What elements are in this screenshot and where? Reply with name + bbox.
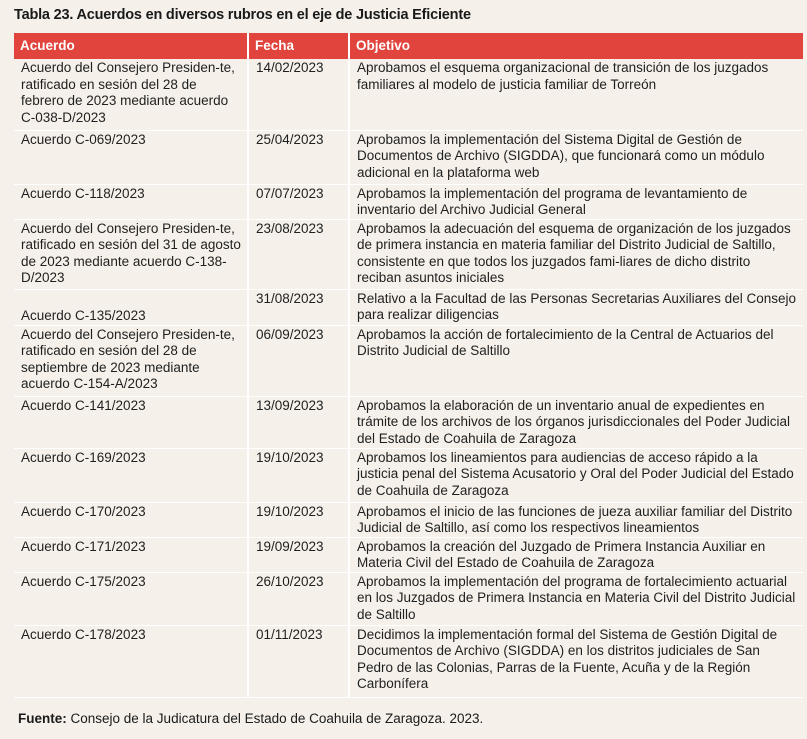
table-row <box>14 59 803 130</box>
cell-fecha: 07/07/2023 <box>248 184 349 219</box>
cell-fecha: 06/09/2023 <box>248 325 349 396</box>
source-note <box>18 711 483 726</box>
cell-objetivo: Aprobamos la implementación del Sistema Digital de Gestión de Documentos de Archivo (SIGDDA), que funcionará como un módulo adicional en la plataforma web <box>349 130 803 184</box>
table-row <box>14 184 803 219</box>
column-header-objetivo: Objetivo <box>349 33 803 59</box>
cell-objetivo: Aprobamos los lineamientos para audiencias de acceso rápido a la justicia penal del Sistema Acusatorio y Oral del Poder Judicial del Estado de Coahuila de Zaragoza <box>349 448 803 502</box>
table-header-row <box>14 33 803 59</box>
agreements-table <box>14 33 803 698</box>
cell-acuerdo: Acuerdo C-169/2023 <box>14 448 248 502</box>
cell-acuerdo: Acuerdo C-069/2023 <box>14 130 248 184</box>
cell-fecha: 19/10/2023 <box>248 502 349 537</box>
cell-objetivo: Aprobamos la implementación del programa de levantamiento de inventario del Archivo Judicial General <box>349 184 803 219</box>
cell-fecha: 19/09/2023 <box>248 537 349 572</box>
cell-acuerdo: Acuerdo C-171/2023 <box>14 537 248 572</box>
table-row <box>14 219 803 289</box>
table-row <box>14 572 803 625</box>
cell-objetivo: Decidimos la implementación formal del Sistema de Gestión Digital de Documentos de Archivo (SIGDDA) en los distritos judiciales de San Pedro de las Colonias, Parras de la Fuente, Acuña y de la Región Carbonífera <box>349 625 803 697</box>
cell-acuerdo: Acuerdo C-175/2023 <box>14 572 248 625</box>
table-row <box>14 448 803 502</box>
cell-acuerdo: Acuerdo C-141/2023 <box>14 396 248 448</box>
cell-fecha: 01/11/2023 <box>248 625 349 697</box>
cell-objetivo: Aprobamos la implementación del programa de fortalecimiento actuarial en los Juzgados de Primera Instancia en Materia Civil del Distrito Judicial de Saltillo <box>349 572 803 625</box>
cell-objetivo: Aprobamos la acción de fortalecimiento de la Central de Actuarios del Distrito Judicial de Saltillo <box>349 325 803 396</box>
cell-fecha: 25/04/2023 <box>248 130 349 184</box>
table-row <box>14 289 803 325</box>
cell-fecha: 31/08/2023 <box>248 289 349 325</box>
table-row <box>14 502 803 537</box>
cell-objetivo: Aprobamos el esquema organizacional de transición de los juzgados familiares al modelo de justicia familiar de Torreón <box>349 59 803 130</box>
cell-acuerdo: Acuerdo del Consejero Presiden-te, ratificado en sesión del 28 de septiembre de 2023 mediante acuerdo C-154-A/2023 <box>14 325 248 396</box>
cell-fecha: 13/09/2023 <box>248 396 349 448</box>
column-header-acuerdo: Acuerdo <box>14 33 248 59</box>
table-row <box>14 537 803 572</box>
source-text: Consejo de la Judicatura del Estado de Coahuila de Zaragoza. 2023. <box>66 711 484 726</box>
cell-acuerdo: Acuerdo del Consejero Presiden-te, ratificado en sesión del 28 de febrero de 2023 mediante acuerdo C-038-D/2023 <box>14 59 248 130</box>
table-row <box>14 325 803 396</box>
cell-objetivo: Relativo a la Facultad de las Personas Secretarias Auxiliares del Consejo para realizar diligencias <box>349 289 803 325</box>
cell-acuerdo: Acuerdo del Consejero Presiden-te, ratificado en sesión del 31 de agosto de 2023 mediante acuerdo C-138-D/2023 <box>14 219 248 289</box>
source-label: Fuente: <box>18 711 67 726</box>
cell-acuerdo: Acuerdo C-170/2023 <box>14 502 248 537</box>
cell-objetivo: Aprobamos la adecuación del esquema de organización de los juzgados de primera instancia en materia familiar del Distrito Judicial de Saltillo, consistente en que todos los juzgados fami-liares de dicho distrito reciban asuntos iniciales <box>349 219 803 289</box>
cell-objetivo: Aprobamos el inicio de las funciones de jueza auxiliar familiar del Distrito Judicial de Saltillo, así como los respectivos lineamientos <box>349 502 803 537</box>
table-row <box>14 130 803 184</box>
table-row <box>14 625 803 697</box>
cell-acuerdo: Acuerdo C-135/2023 <box>14 289 248 325</box>
cell-fecha: 26/10/2023 <box>248 572 349 625</box>
cell-fecha: 19/10/2023 <box>248 448 349 502</box>
table-title: Tabla 23. Acuerdos en diversos rubros en el eje de Justicia Eficiente <box>14 7 471 23</box>
cell-acuerdo: Acuerdo C-118/2023 <box>14 184 248 219</box>
cell-acuerdo: Acuerdo C-178/2023 <box>14 625 248 697</box>
cell-fecha: 14/02/2023 <box>248 59 349 130</box>
cell-objetivo: Aprobamos la elaboración de un inventario anual de expedientes en trámite de los archivos de los órganos jurisdiccionales del Poder Judicial del Estado de Coahuila de Zaragoza <box>349 396 803 448</box>
cell-objetivo: Aprobamos la creación del Juzgado de Primera Instancia Auxiliar en Materia Civil del Estado de Coahuila de Zaragoza <box>349 537 803 572</box>
cell-fecha: 23/08/2023 <box>248 219 349 289</box>
table-row <box>14 396 803 448</box>
column-header-fecha: Fecha <box>248 33 349 59</box>
